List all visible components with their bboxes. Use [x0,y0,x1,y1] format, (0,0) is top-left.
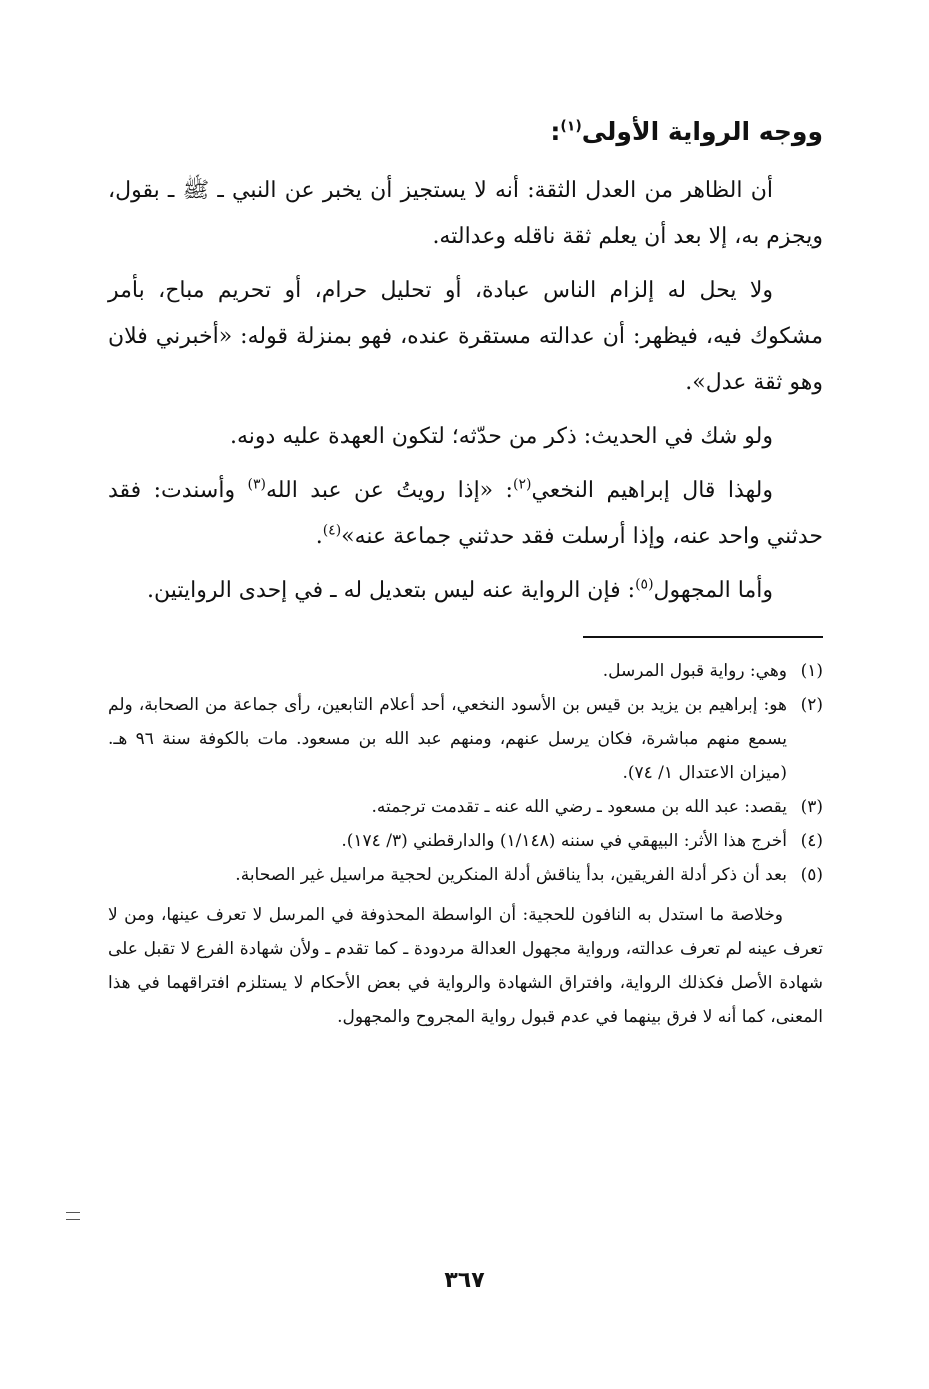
footnote-text: أخرج هذا الأثر: البيهقي في سننه (١/١٤٨) والدارقطني (٣/ ١٧٤). [341,831,787,851]
footnote-text: يقصد: عبد الله بن مسعود ـ رضي الله عنه ـ تقدمت ترجمته. [371,797,787,817]
footnote-divider [583,636,823,638]
paragraph-4-part-a: ولهذا قال إبراهيم النخعي [531,478,773,503]
paragraph-4-part-b: : «إذا رويتُ عن عبد الله [265,478,513,503]
paragraph-4 [108,468,823,560]
footnote-number: (٣) [800,797,823,817]
paragraph-3: ولو شك في الحديث: ذكر من حدّثه؛ لتكون العهدة عليه دونه. [230,424,773,449]
footnote-text: وهي: رواية قبول المرسل. [602,661,787,681]
footnote-number: (٤) [800,831,823,851]
footnote-text: هو: إبراهيم بن يزيد بن قيس بن الأسود النخعي، أحد أعلام التابعين، رأى جماعة من الصحابة، ولم يسمع منهم مباشرة، فكان يرسل عنهم، ومنهم عبد الله بن مسعود. مات بالكوفة سنة ٩٦ هـ. (ميزان الاعتدال ١/ ٧٤). [108,695,787,783]
page-content [108,110,823,1034]
footnote-4 [108,824,823,858]
heading-text: ووجه الرواية الأولى [581,117,823,146]
footnote-number: (٥) [800,865,823,885]
footnote-1 [108,654,823,688]
paragraph-4-part-c: وأسندت: فقد حدثني واحد عنه، وإذا أرسلت فقد حدثني جماعة عنه» [108,478,823,549]
footnote-ref-3[interactable]: (٣) [247,476,266,493]
footnote-ref-4[interactable]: (٤) [322,522,342,539]
footnote-ref-5[interactable]: (٥) [635,576,654,593]
footnote-ref-2[interactable]: (٢) [512,476,532,493]
footnote-ref-1[interactable]: (١) [560,118,582,135]
page-number: ٣٦٧ [444,1268,485,1293]
footnote-number: (٢) [800,695,823,715]
paragraph-1: أن الظاهر من العدل الثقة: أنه لا يستجيز أن يخبر عن النبي ـ ﷺ ـ بقول، ويجزم به، إلا بعد أن يعلم ثقة ناقله وعدالته. [108,178,823,249]
margin-mark [66,1212,80,1220]
section-heading [108,110,823,154]
footnote-text: بعد أن ذكر أدلة الفريقين، بدأ يناقش أدلة المنكرين لحجية مراسيل غير الصحابة. [235,865,787,885]
paragraph-4-part-d: . [315,524,323,549]
heading-colon: : [550,117,561,146]
footnote-number: (١) [800,661,823,681]
paragraph-2: ولا يحل له إلزام الناس عبادة، أو تحليل حرام، أو تحريم مباح، بأمر مشكوك فيه، فيظهر: أن عدالته مستقرة عنده، فهو بمنزلة قوله: «أخبرني فلان وهو ثقة عدل». [108,278,823,395]
paragraph-5-part-b: : فإن الرواية عنه ليس بتعديل له ـ في إحدى الروايتين. [146,578,636,603]
footnote-summary: وخلاصة ما استدل به النافون للحجية: أن الواسطة المحذوفة في المرسل لا تعرف عينها، ومن لا تعرف عينه لم تعرف عدالته، ورواية مجهول العدالة مردودة ـ كما تقدم ـ ولأن شهادة الفرع لا تقبل على شهادة الأصل فكذلك الرواية، وافتراق الشهادة والرواية في بعض الأحكام لا يستلزم افتراقهما في هذا المعنى، كما أنه لا فرق بينهما في عدم قبول رواية المجروح والمجهول. [108,905,823,1027]
footnote-2 [108,688,823,790]
footnote-3 [108,790,823,824]
paragraph-5-part-a: وأما المجهول [653,578,773,603]
footnotes-section [108,654,823,1034]
paragraph-5 [108,568,823,614]
footnote-5 [108,858,823,892]
